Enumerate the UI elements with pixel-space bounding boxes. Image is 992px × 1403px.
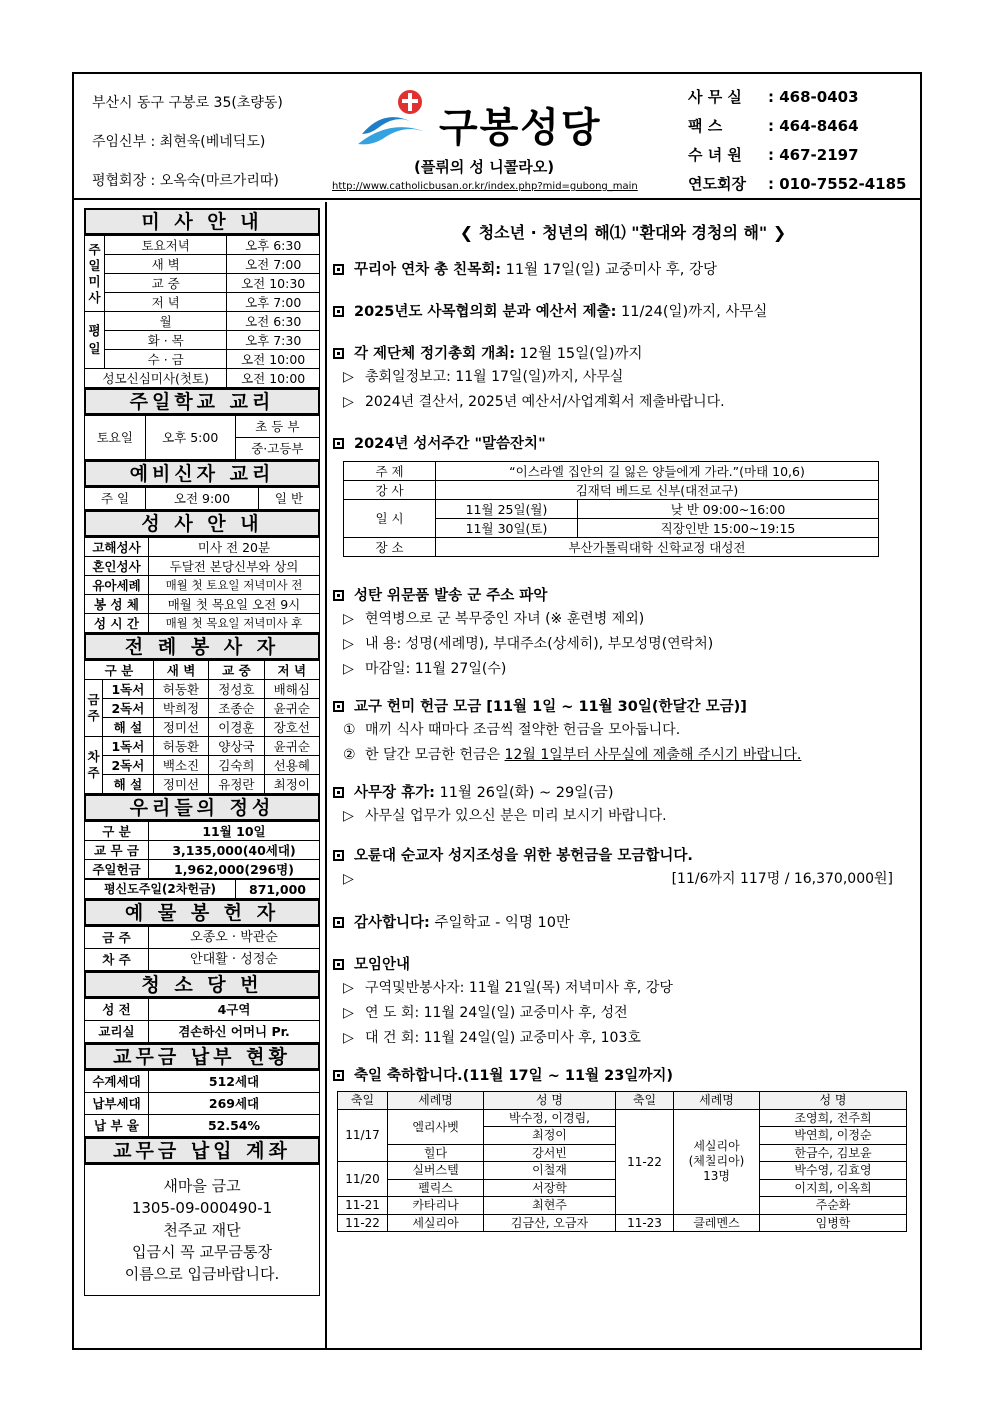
bible-theme: “이스라엘 집안의 길 잃은 양들에게 가라.”(마태 10,6) xyxy=(436,462,879,481)
mass-name: 새 벽 xyxy=(105,255,227,274)
sacrament-title: 성 사 안 내 xyxy=(84,510,320,537)
server-name: 최정이 xyxy=(264,775,319,794)
mass-time: 오전 10:00 xyxy=(227,350,320,369)
feast-header: 축일 xyxy=(338,1092,388,1110)
feast-names: 최정이 xyxy=(484,1127,616,1145)
server-name: 이경훈 xyxy=(209,718,264,737)
servers-table xyxy=(84,660,320,794)
donor-table xyxy=(84,926,320,971)
notice-military-gift: 성탄 위문품 발송 군 주소 파악 xyxy=(333,585,913,607)
mass-name: 저 녁 xyxy=(105,293,227,312)
contact-office: 사 무 실 : 468-0403 xyxy=(688,88,859,106)
cleaning-table xyxy=(84,998,320,1043)
server-name: 정미선 xyxy=(153,718,208,737)
school-group: 중·고등부 xyxy=(235,438,319,460)
feast-day: 11-22 xyxy=(616,1109,674,1214)
mass-name: 토요저녁 xyxy=(105,236,227,255)
year-theme-title: ❮ 청소년 · 청년의 해⑴ "환대와 경청의 해" ❯ xyxy=(459,223,787,242)
notice-office-vacation: 사무장 휴가: 11월 26일(화) ~ 29일(금) xyxy=(333,782,913,804)
mass-time: 오전 10:30 xyxy=(227,274,320,293)
sacrament-table xyxy=(84,537,320,633)
feast-day: 11/17 xyxy=(338,1109,388,1162)
server-name: 윤귀순 xyxy=(264,699,319,718)
mass-name: 월 xyxy=(105,312,227,331)
notice-line: ▷ 2024년 결산서, 2025년 예산서/사업계획서 제출바랍니다. xyxy=(343,390,913,415)
notice-general-meeting: 각 제단체 정기총회 개최: 12월 15일(일)까지 xyxy=(333,343,913,365)
catechumen-day: 주 일 xyxy=(85,488,146,510)
square-bullet-icon xyxy=(333,306,344,317)
server-name: 정미선 xyxy=(153,775,208,794)
notice-line: ▷ 마감일: 11월 27일(수) xyxy=(343,657,913,682)
notice-feast: 축일 축하합니다.(11월 17일 ~ 11월 23일까지) xyxy=(333,1065,913,1087)
account-line: 1305-09-000490-1 xyxy=(131,1199,273,1217)
bible-date: 11월 25일(월) xyxy=(436,500,578,519)
feast-baptismal-name: 세실리아 xyxy=(388,1214,484,1232)
mass-name: 성모신심미사(첫토) xyxy=(85,369,227,388)
feast-names: 한금수, 김보윤 xyxy=(760,1144,907,1162)
bible-time: 직장인반 15:00~19:15 xyxy=(578,519,879,538)
server-name: 장호선 xyxy=(264,718,319,737)
servers-header: 구 분 xyxy=(85,661,154,680)
mass-table xyxy=(84,235,320,388)
notice-line: ▷ 내 용: 성명(세례명), 부대주소(상세히), 부모성명(연락처) xyxy=(343,632,913,657)
notice-line: ▷ 현역병으로 군 복무중인 자녀 (※ 훈련병 제외) xyxy=(343,607,913,632)
feast-header: 축일 xyxy=(616,1092,674,1110)
server-name: 박희정 xyxy=(153,699,208,718)
notice-curia: 꾸리아 연차 총 친목회: 11월 17일(일) 교중미사 후, 강당 xyxy=(333,259,913,281)
triangle-bullet-icon: ▷ xyxy=(343,808,354,824)
dues-value: 512세대 xyxy=(149,1071,320,1093)
triangle-bullet-icon: ▷ xyxy=(343,661,354,677)
sacrament-desc: 매월 첫 목요일 오전 9시 xyxy=(149,595,320,614)
feast-baptismal-name: 클레멘스 xyxy=(674,1214,760,1232)
bible-label: 주 제 xyxy=(344,462,436,481)
square-bullet-icon xyxy=(333,959,344,970)
left-column xyxy=(84,208,320,1296)
offering-name: 주일헌금 xyxy=(85,860,149,879)
main-column xyxy=(333,208,913,1232)
catechumen-time: 오전 9:00 xyxy=(146,488,259,510)
server-name: 윤귀순 xyxy=(264,737,319,756)
sunday-label: 주일미사 xyxy=(85,236,105,312)
cleaning-place: 성 전 xyxy=(85,999,149,1021)
feast-baptismal-name: 엘리사벳 xyxy=(388,1109,484,1144)
dues-value: 52.54% xyxy=(149,1115,320,1137)
feast-names: 박수영, 김효영 xyxy=(760,1162,907,1180)
sunday-school-table xyxy=(84,415,320,460)
donor-week: 금 주 xyxy=(85,927,149,949)
notice-line: ▷ 사무실 업무가 있으신 분은 미리 보시기 바랍니다. xyxy=(343,804,913,829)
school-time: 오후 5:00 xyxy=(145,416,235,460)
square-bullet-icon xyxy=(333,917,344,928)
triangle-bullet-icon: ▷ xyxy=(343,369,354,385)
dues-name: 수계세대 xyxy=(85,1071,149,1093)
square-bullet-icon xyxy=(333,850,344,861)
triangle-bullet-icon: ▷ xyxy=(343,611,354,627)
donor-week: 차 주 xyxy=(85,949,149,971)
offering-extra-table xyxy=(84,879,320,899)
feast-names: 서장학 xyxy=(484,1179,616,1197)
server-name: 선용혜 xyxy=(264,756,319,775)
notice-line: ② 한 달간 모금한 헌금은 12월 1일부터 사무실에 제출해 주시기 바랍니다. xyxy=(343,743,913,768)
feast-names: 최현주 xyxy=(484,1197,616,1215)
sacrament-desc: 매월 첫 목요일 저녁미사 후 xyxy=(149,614,320,633)
server-role: 2독서 xyxy=(103,756,154,775)
bible-speaker: 김재덕 베드로 신부(대전교구) xyxy=(436,481,879,500)
notice-line: ▷ [11/6까지 117명 / 16,370,000원] xyxy=(343,867,893,892)
mass-name: 수 · 금 xyxy=(105,350,227,369)
bible-label: 장 소 xyxy=(344,538,436,557)
notice-budget: 2025년도 사목협의회 분과 예산서 제출: 11/24(일)까지, 사무실 xyxy=(333,301,913,323)
server-name: 조종순 xyxy=(209,699,264,718)
sacrament-desc: 미사 전 20분 xyxy=(149,538,320,557)
mass-title: 미 사 안 내 xyxy=(84,208,320,235)
feast-table xyxy=(337,1091,907,1232)
church-name: 구봉성당 xyxy=(439,105,602,151)
offering-value: 11월 10일 xyxy=(149,822,320,841)
school-day: 토요일 xyxy=(85,416,146,460)
catechumen-type: 일 반 xyxy=(258,488,319,510)
feast-names: 박연희, 이정순 xyxy=(760,1127,907,1145)
server-name: 배해심 xyxy=(264,680,319,699)
notice-meetings: 모임안내 xyxy=(333,954,913,976)
feast-names: 주순화 xyxy=(760,1197,907,1215)
donor-title: 예 물 봉 헌 자 xyxy=(84,899,320,926)
bible-time: 낮 반 09:00~16:00 xyxy=(578,500,879,519)
notice-line: ① 매끼 식사 때마다 조금씩 절약한 헌금을 모아둡니다. xyxy=(343,718,913,743)
feast-day: 11-23 xyxy=(616,1214,674,1232)
triangle-bullet-icon: ▷ xyxy=(343,1005,354,1021)
sacrament-name: 봉 성 체 xyxy=(85,595,149,614)
feast-names: 임병학 xyxy=(760,1214,907,1232)
offering-value: 871,000 xyxy=(236,880,320,899)
feast-baptismal-name: 펠릭스 xyxy=(388,1179,484,1197)
offering-name: 평신도주일(2차헌금) xyxy=(85,880,236,899)
mass-time: 오후 7:00 xyxy=(227,293,320,312)
server-name: 허동환 xyxy=(153,680,208,699)
offering-name: 교 무 금 xyxy=(85,841,149,860)
feast-names: 이철재 xyxy=(484,1162,616,1180)
feast-names: 박수정, 이경림, xyxy=(484,1109,616,1127)
mass-name: 교 중 xyxy=(105,274,227,293)
bible-label: 강 사 xyxy=(344,481,436,500)
contact-funeral: 연도회장 : 010-7552-4185 xyxy=(688,175,907,193)
mass-time: 오전 6:30 xyxy=(227,312,320,331)
notice-rice-offering: 교구 헌미 헌금 모금 [11월 1일 ~ 11월 30일(한달간 모금)] xyxy=(333,696,913,718)
feast-header: 세례명 xyxy=(674,1092,760,1110)
mass-time: 오후 7:30 xyxy=(227,331,320,350)
school-group: 초 등 부 xyxy=(235,416,319,438)
server-role: 1독서 xyxy=(103,737,154,756)
servers-title: 전 례 봉 사 자 xyxy=(84,633,320,660)
bible-place: 부산가톨릭대학 신학교정 대성전 xyxy=(436,538,879,557)
column-divider xyxy=(325,202,327,1348)
feast-baptismal-name: 세실리아 (체칠리아) 13명 xyxy=(674,1109,760,1214)
cleaning-group: 4구역 xyxy=(149,999,320,1021)
server-name: 허동환 xyxy=(153,737,208,756)
account-line: 천주교 재단 xyxy=(163,1221,241,1239)
notice-martyr-shrine: 오륜대 순교자 성지조성을 위한 봉헌금을 모금합니다. xyxy=(333,845,913,867)
notice-bible-week: 2024년 성서주간 "말씀잔치" xyxy=(333,433,913,455)
notice-line: ▷ 연 도 회: 11월 24일(일) 교중미사 후, 성전 xyxy=(343,1001,913,1026)
server-role: 해 설 xyxy=(103,718,154,737)
bible-week-table xyxy=(343,461,879,557)
square-bullet-icon xyxy=(333,590,344,601)
notice-line: ▷ 대 건 회: 11월 24일(일) 교중미사 후, 103호 xyxy=(343,1026,913,1051)
dues-name: 납부세대 xyxy=(85,1093,149,1115)
pastor: 주임신부 : 최현욱(베네딕도) xyxy=(92,134,266,150)
square-bullet-icon xyxy=(333,438,344,449)
feast-names: 조영희, 전주희 xyxy=(760,1109,907,1127)
triangle-bullet-icon: ▷ xyxy=(343,1030,354,1046)
servers-group-label: 차주 xyxy=(85,737,103,794)
cleaning-group: 겸손하신 어머니 Pr. xyxy=(149,1021,320,1043)
donor-names: 안대활 · 성정순 xyxy=(149,949,320,971)
offering-title: 우리들의 정성 xyxy=(84,794,320,821)
feast-day: 11/20 xyxy=(338,1162,388,1197)
patron-saint: (플뤼의 성 니콜라오) xyxy=(414,158,555,176)
servers-header: 교 중 xyxy=(209,661,264,680)
servers-header: 저 녁 xyxy=(264,661,319,680)
servers-group-label: 금주 xyxy=(85,680,103,737)
account-line: 이름으로 입금바랍니다. xyxy=(124,1265,280,1283)
offering-value: 1,962,000(296명) xyxy=(149,860,320,879)
offering-value: 3,135,000(40세대) xyxy=(149,841,320,860)
website-link[interactable]: http://www.catholicbusan.or.kr/index.php?mid=gubong_main xyxy=(332,181,638,192)
account-title: 교무금 납입 계좌 xyxy=(84,1137,320,1164)
dues-value: 269세대 xyxy=(149,1093,320,1115)
sacrament-desc: 두달전 본당신부와 상의 xyxy=(149,557,320,576)
sunday-school-title: 주일학교 교리 xyxy=(84,388,320,415)
server-name: 양상국 xyxy=(209,737,264,756)
catechumen-title: 예비신자 교리 xyxy=(84,460,320,487)
church-logo-icon xyxy=(356,88,446,152)
donor-names: 오종오 · 박관순 xyxy=(149,927,320,949)
sacrament-name: 유아세례 xyxy=(85,576,149,595)
server-role: 해 설 xyxy=(103,775,154,794)
account-line: 입금시 꼭 교무금통장 xyxy=(132,1243,272,1261)
server-role: 1독서 xyxy=(103,680,154,699)
offering-table xyxy=(84,821,320,879)
server-role: 2독서 xyxy=(103,699,154,718)
server-name: 김숙희 xyxy=(209,756,264,775)
cleaning-place: 교리실 xyxy=(85,1021,149,1043)
account-line: 새마을 금고 xyxy=(163,1177,241,1195)
feast-header: 성 명 xyxy=(760,1092,907,1110)
square-bullet-icon xyxy=(333,1070,344,1081)
server-name: 정성호 xyxy=(209,680,264,699)
mass-time: 오전 7:00 xyxy=(227,255,320,274)
bible-date: 11월 30일(토) xyxy=(436,519,578,538)
cleaning-title: 청 소 당 번 xyxy=(84,971,320,998)
notice-thanks: 감사합니다: 주일학교 - 익명 10만 xyxy=(333,912,913,934)
notice-line: ▷ 구역및반봉사자: 11월 21일(목) 저녁미사 후, 강당 xyxy=(343,976,913,1001)
dues-title: 교무금 납부 현황 xyxy=(84,1043,320,1070)
address: 부산시 동구 구봉로 35(초량동) xyxy=(92,95,283,111)
feast-baptismal-name: 실버스텔 xyxy=(388,1162,484,1180)
feast-day: 11-21 xyxy=(338,1197,388,1215)
header xyxy=(74,74,920,200)
feast-header: 세례명 xyxy=(388,1092,484,1110)
account-box xyxy=(84,1164,320,1296)
feast-names: 이지희, 이옥희 xyxy=(760,1179,907,1197)
weekday-label: 평일 xyxy=(85,312,105,369)
server-name: 백소진 xyxy=(153,756,208,775)
offering-name: 구 분 xyxy=(85,822,149,841)
triangle-bullet-icon: ▷ xyxy=(343,394,354,410)
triangle-bullet-icon: ▷ xyxy=(343,871,354,887)
server-name: 유정란 xyxy=(209,775,264,794)
feast-names: 김금산, 오금자 xyxy=(484,1214,616,1232)
feast-day: 11-22 xyxy=(338,1214,388,1232)
contact-convent: 수 녀 원 : 467-2197 xyxy=(688,146,859,164)
triangle-bullet-icon: ▷ xyxy=(343,636,354,652)
circled-two-icon: ② xyxy=(343,747,356,763)
feast-baptismal-name: 카타리나 xyxy=(388,1197,484,1215)
sacrament-name: 혼인성사 xyxy=(85,557,149,576)
triangle-bullet-icon: ▷ xyxy=(343,980,354,996)
square-bullet-icon xyxy=(333,348,344,359)
bible-label: 일 시 xyxy=(344,500,436,538)
council-president: 평협회장 : 오옥숙(마르가리따) xyxy=(92,173,279,189)
sacrament-name: 성 시 간 xyxy=(85,614,149,633)
mass-time: 오전 10:00 xyxy=(227,369,320,388)
dues-name: 납 부 율 xyxy=(85,1115,149,1137)
feast-header: 성 명 xyxy=(484,1092,616,1110)
notice-line: ▷ 총회일정보고: 11월 17일(일)까지, 사무실 xyxy=(343,365,913,390)
circled-one-icon: ① xyxy=(343,722,356,738)
square-bullet-icon xyxy=(333,701,344,712)
square-bullet-icon xyxy=(333,787,344,798)
sacrament-desc: 매월 첫 토요일 저녁미사 전 xyxy=(149,576,320,595)
dues-table xyxy=(84,1070,320,1137)
sacrament-name: 고해성사 xyxy=(85,538,149,557)
feast-names: 강서빈 xyxy=(484,1144,616,1162)
square-bullet-icon xyxy=(333,264,344,275)
servers-header: 새 벽 xyxy=(153,661,208,680)
mass-name: 화 · 목 xyxy=(105,331,227,350)
feast-baptismal-name: 힐다 xyxy=(388,1144,484,1162)
mass-time: 오후 6:30 xyxy=(227,236,320,255)
catechumen-table xyxy=(84,487,320,510)
contact-fax: 팩 스 : 464-8464 xyxy=(688,117,859,135)
